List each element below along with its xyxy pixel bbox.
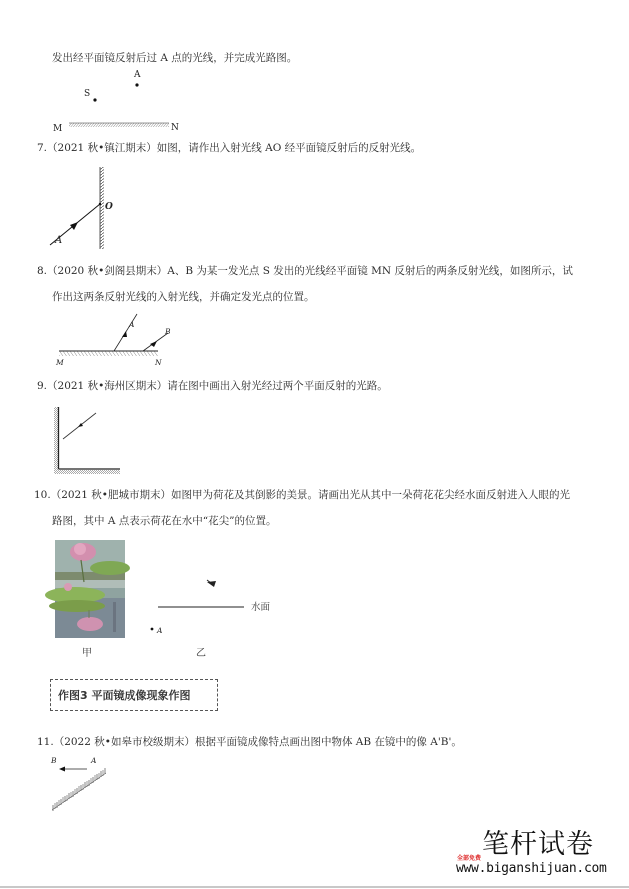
q7-text: 7.（2021 秋•镇江期末）如图，请作出入射光线 AO 经平面镜反射后的反射光线。 — [37, 142, 422, 154]
q9-diagram — [54, 405, 124, 475]
arrow-icon — [150, 341, 157, 347]
q10-diagram — [145, 575, 285, 635]
q7-diagram — [50, 165, 120, 253]
caption-jia: 甲 — [82, 648, 92, 659]
point-a — [135, 83, 138, 86]
q8-label-n: N — [155, 358, 162, 367]
q11-label-b: B — [51, 756, 57, 765]
q8-label-b: B — [165, 327, 171, 336]
slanted-mirror — [52, 768, 106, 811]
q8-text-line1: 8.（2020 秋•剑阁县期末）A、B 为某一发光点 S 发出的光线经平面镜 MN 反射后的两条反射光线，如图所示，试 — [37, 265, 573, 277]
point-a — [151, 628, 154, 631]
mirror-mn — [69, 123, 169, 127]
q11-diagram — [50, 755, 135, 815]
caption-yi: 乙 — [196, 648, 206, 659]
eye-icon — [207, 580, 216, 587]
q8-label-m: M — [56, 358, 64, 367]
page-bottom-divider — [0, 886, 629, 888]
q6-label-n: N — [171, 123, 179, 133]
arrow-icon — [70, 222, 78, 230]
section-header-text: 作图3 平面镜成像现象作图 — [58, 689, 191, 702]
vertical-mirror — [100, 167, 104, 249]
q6-diagram — [50, 68, 190, 138]
q6-text: 发出经平面镜反射后过 A 点的光线，并完成光路图。 — [52, 52, 298, 64]
watermark-free-tag: 全部免费 — [457, 855, 482, 862]
arrow-icon — [59, 767, 65, 772]
vertical-mirror — [54, 407, 58, 473]
q7-label-a: A — [55, 235, 63, 246]
q11-label-a: A — [91, 756, 97, 765]
q10-text-line2: 路图，其中 A 点表示荷花在水中“花尖”的位置。 — [52, 515, 277, 527]
lotus-photo — [55, 540, 125, 638]
q6-label-a: A — [134, 70, 141, 80]
horizontal-mirror — [54, 470, 120, 474]
q8-diagram — [55, 310, 171, 370]
q7-label-o: O — [105, 202, 113, 212]
q6-label-m: M — [53, 124, 63, 134]
watermark-title: 笔杆试卷 — [482, 829, 594, 860]
q6-label-s: S — [84, 89, 91, 99]
point-s — [93, 98, 96, 101]
q8-label-a: A — [129, 320, 135, 329]
q8-text-line2: 作出这两条反射光线的入射光线，并确定发光点的位置。 — [52, 291, 315, 303]
q10-label-a: A — [157, 626, 163, 635]
section-header — [50, 679, 218, 711]
q10-text-line1: 10.（2021 秋•肥城市期末）如图甲为荷花及其倒影的美景。请画出光从其中一朵荷花花尖经水面反射进入人眼的光 — [34, 489, 570, 501]
water-surface-label: 水面 — [251, 602, 271, 613]
q9-text: 9.（2021 秋•海州区期末）请在图中画出入射光经过两个平面反射的光路。 — [37, 380, 388, 392]
q11-text: 11.（2022 秋•如皋市校级期末）根据平面镜成像特点画出图中物体 AB 在镜中的像 A'B'。 — [37, 736, 462, 748]
watermark-url[interactable]: www.biganshijuan.com — [456, 861, 607, 876]
